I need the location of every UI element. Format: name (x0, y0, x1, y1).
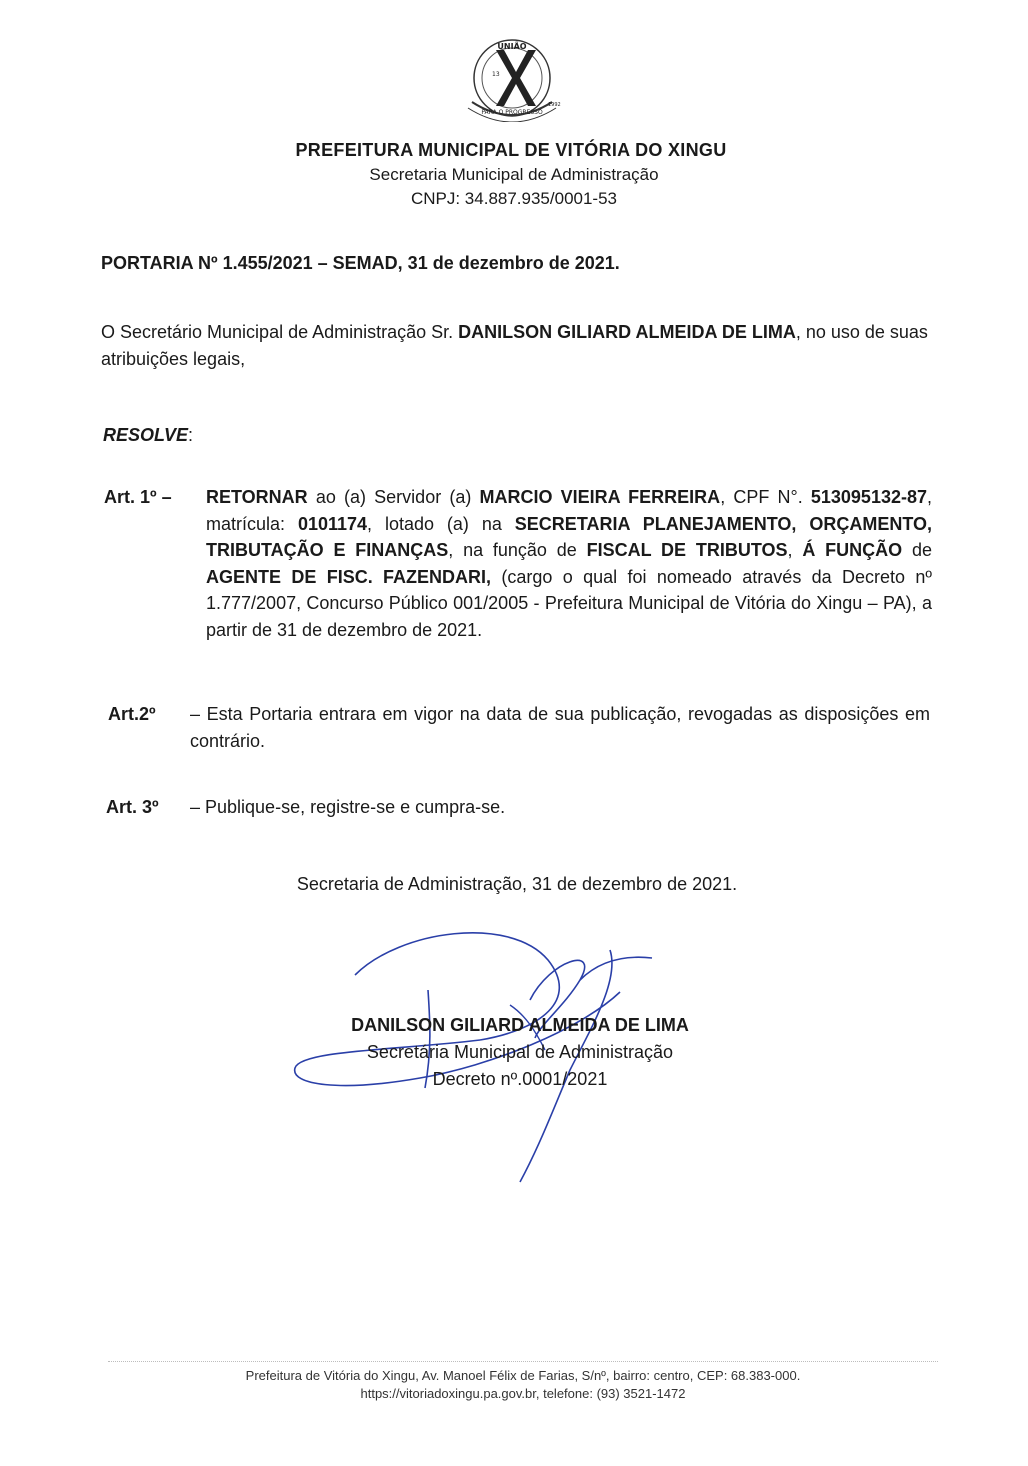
footer-contact: https://vitoriadoxingu.pa.gov.br, telefone: (93) 3521-1472 (360, 1386, 686, 1401)
place-and-date: Secretaria de Administração, 31 de dezembro de 2021. (296, 874, 738, 894)
registration-number: 0101174 (297, 513, 368, 534)
municipal-seal-logo (462, 36, 562, 122)
svg-text:PARA O PROGRESSO: PARA O PROGRESSO (481, 109, 543, 116)
footer-address: Prefeitura de Vitória do Xingu, Av. Manoel Félix de Farias, S/nº, bairro: centro, CEP: 68.383-000. (245, 1368, 801, 1383)
cnpj-line: CNPJ: 34.887.935/0001-53 (410, 189, 618, 208)
intro-paragraph: O Secretário Municipal de Administração Sr. DANILSON GILIARD ALMEIDA DE LIMA, no uso de suas atribuições legais, (101, 322, 928, 369)
secretary-name: DANILSON GILIARD ALMEIDA DE LIMA (458, 322, 796, 342)
signatory-role: Secretária Municipal de Administração (366, 1042, 674, 1062)
svg-text:1992: 1992 (548, 102, 561, 108)
signatory-decree: Decreto nº.0001/2021 (432, 1069, 608, 1089)
portaria-heading: PORTARIA Nº 1.455/2021 – SEMAD, 31 de dezembro de 2021. (101, 253, 620, 273)
article-2-text: – Esta Portaria entrara em vigor na data de sua publicação, revogadas as disposições em contrário. (190, 704, 930, 751)
article-3 (106, 794, 932, 824)
article-1 (104, 484, 934, 674)
institution-title: PREFEITURA MUNICIPAL DE VITÓRIA DO XINGU (295, 140, 727, 160)
svg-text:13: 13 (492, 71, 500, 78)
signatory-name: DANILSON GILIARD ALMEIDA DE LIMA (351, 1015, 689, 1035)
new-position: AGENTE DE FISC. FAZENDARI, (206, 566, 492, 587)
servant-name: MARCIO VIEIRA FERREIRA (479, 487, 721, 507)
article-2 (108, 701, 934, 761)
cpf-number: 513095132-87 (810, 487, 927, 507)
svg-text:UNIÃO: UNIÃO (497, 42, 527, 51)
article-2-label: Art.2º (108, 704, 156, 724)
article-3-label: Art. 3º (106, 797, 159, 817)
article-3-text: – Publique-se, registre-se e cumpra-se. (190, 797, 506, 817)
footer-divider (108, 1361, 938, 1362)
department-name: SECRETARIA PLANEJAMENTO, ORÇAMENTO, TRIBUTAÇÃO E FINANÇAS (206, 513, 932, 560)
current-function: FISCAL DE TRIBUTOS (586, 540, 788, 560)
resolve-label: RESOLVE: (103, 425, 194, 445)
article-1-text: RETORNAR ao (a) Servidor (a) MARCIO VIEIRA FERREIRA, CPF N°. 513095132-87, matrícula: 0101174, lotado (a) na SECRETARIA PLANEJAMENTO, ORÇAMENTO, TRIBUTAÇÃO E FINANÇAS, na função de FISCAL DE TRIBUTOS, Á FUNÇÃO de AGENTE DE FISC. FAZENDARI, (cargo o qual foi nomeado através da Decreto nº 1.777/2007, Concurso Público 001/2005 - Prefeitura Municipal de Vitória do Xingu – PA), a partir de 31 de dezembro de 2021. (206, 487, 933, 640)
department-subtitle: Secretaria Municipal de Administração (369, 165, 659, 184)
article-1-label: Art. 1º – (104, 487, 172, 507)
